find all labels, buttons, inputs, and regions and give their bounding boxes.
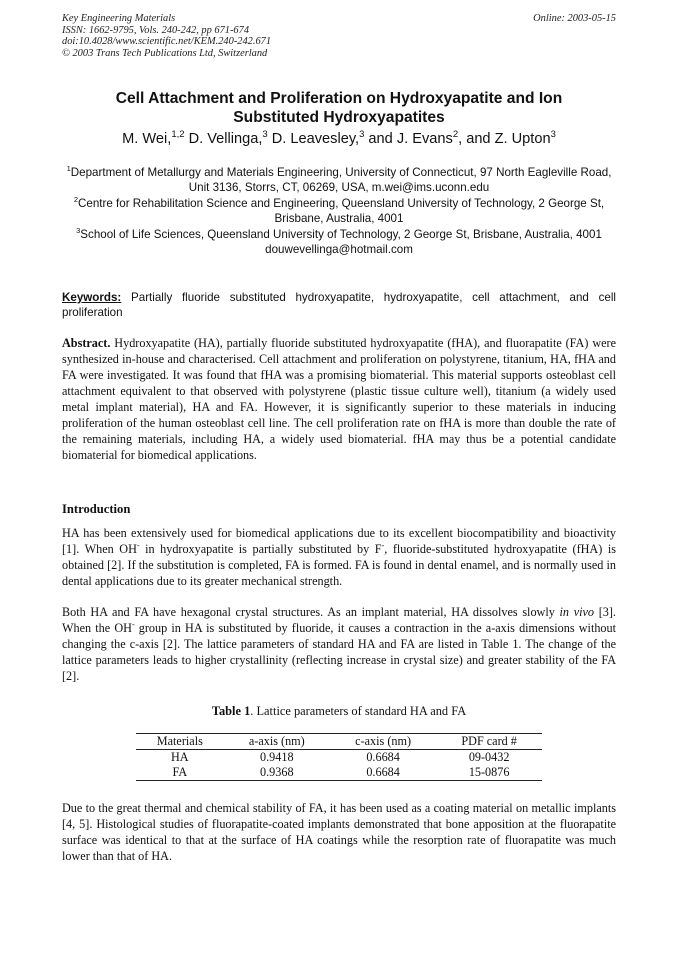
- table-cell: HA: [171, 750, 189, 764]
- journal-name: Key Engineering Materials: [62, 13, 176, 24]
- online-date: Online: 2003-05-15: [533, 13, 616, 24]
- author-name: D. Leavesley,: [267, 131, 360, 147]
- title-line-2: Substituted Hydroxyapatites: [233, 109, 445, 126]
- affiliation-2: [62, 196, 616, 227]
- charge-superscript: -: [136, 540, 140, 550]
- author-list: [62, 130, 616, 148]
- affiliation-text: Centre for Rehabilitation Science and Engineering, Queensland University of Technology, 2 George St, Brisbane, Australia, 4001: [78, 196, 605, 226]
- column-header: c-axis (nm): [355, 734, 412, 748]
- column-header: PDF card #: [461, 734, 517, 748]
- paragraph-text: group in HA is substituted by fluoride, it causes a contraction in the a-axis dimensions without changing the c-axis [2]. The lattice parameters of standard HA and FA are listed in Table 1. The change of the lattice parameters leads to higher crystallinity (reflecting increase in crystal size) and greater stability of the FA [2].: [62, 621, 616, 683]
- table-cell: 0.9368: [260, 765, 294, 779]
- author-name: D. Vellinga,: [184, 131, 263, 147]
- author-affil-mark: 3: [359, 129, 365, 141]
- author-name: M. Wei,: [122, 131, 172, 147]
- affiliation-1: [62, 165, 616, 196]
- copyright-line: © 2003 Trans Tech Publications Ltd, Switzerland: [62, 47, 268, 59]
- doi-line: doi:10.4028/www.scientific.net/KEM.240-242.671: [62, 36, 272, 47]
- author-name: , and Z. Upton: [458, 131, 551, 147]
- charge-superscript: -: [131, 619, 135, 629]
- charge-superscript: -: [381, 540, 385, 550]
- table-caption-text: . Lattice parameters of standard HA and FA: [250, 704, 467, 718]
- table-cell: 0.6684: [366, 750, 400, 764]
- table-cell: FA: [172, 765, 188, 779]
- affiliation-text: School of Life Sciences, Queensland University of Technology, 2 George St, Brisbane, Australia, 4001: [80, 227, 602, 241]
- abstract-section: [62, 335, 616, 463]
- abstract-label: Abstract.: [62, 336, 111, 350]
- title-line-1: Cell Attachment and Proliferation on Hydroxyapatite and Ion: [115, 90, 563, 107]
- table-row: [136, 750, 542, 766]
- intro-paragraph-2: [62, 604, 616, 684]
- column-header: a-axis (nm): [248, 734, 305, 748]
- table-row: [136, 765, 542, 781]
- affiliation-text: Department of Metallurgy and Materials Engineering, University of Connecticut, 97 North Eagleville Road, Unit 3136, Storrs, CT, 06269, USA, m.wei@ims.uconn.edu: [70, 166, 612, 195]
- affiliation-number: 2: [73, 194, 79, 204]
- table-caption-label: Table 1: [211, 704, 251, 718]
- lattice-parameters-table: [136, 733, 542, 781]
- affiliations: [62, 165, 616, 257]
- issn-line: ISSN: 1662-9795, Vols. 240-242, pp 671-674: [62, 24, 250, 36]
- author-affil-mark: 2: [452, 129, 459, 141]
- table-cell: 09-0432: [468, 750, 510, 764]
- paragraph-text: Both HA and FA have hexagonal crystal structures. As an implant material, HA dissolves slowly: [62, 605, 560, 619]
- table-cell: 0.9418: [260, 750, 294, 764]
- italic-term: in vivo: [559, 605, 595, 619]
- keywords-colon: :: [117, 291, 122, 304]
- affiliation-number: 3: [76, 225, 81, 235]
- intro-paragraph-3: Due to the great thermal and chemical stability of FA, it has been used as a coating material on metallic implants [4, 5]. Histological studies of fluorapatite-coated implants demonstrated that bone apposition at the fluorapatite surface was identical to that at the surface of HA coatings while the resorption rate of fluorapatite was much lower than that of HA.: [62, 801, 616, 863]
- paragraph-text: [3]. When the OH: [62, 605, 616, 635]
- contact-email: douwevellinga@hotmail.com: [265, 243, 413, 257]
- paragraph-text: , fluoride-substituted hydroxyapatite (fHA) is obtained [2]. If the substitution is completed, FA is formed. FA is found in dental enamel, and is normally used in dental applications due to its greater mechanical strength.: [62, 542, 616, 588]
- publication-metadata: [62, 13, 616, 59]
- keywords-text: Partially fluoride substituted hydroxyapatite, hydroxyapatite, cell attachment, and cell proliferation: [62, 291, 616, 319]
- keywords-section: [62, 290, 616, 320]
- introduction-heading: Introduction: [62, 502, 131, 516]
- paragraph-text: in hydroxyapatite is partially substituted by F: [139, 542, 382, 556]
- paper-title: [62, 89, 616, 127]
- affiliation-number: 1: [66, 164, 71, 174]
- abstract-text: Hydroxyapatite (HA), partially fluoride substituted hydroxyapatite (fHA), and fluorapatite (FA) were synthesized in-house and characterised. Cell attachment and proliferation on polystyrene, titanium, HA, fHA and FA were investigated. It was found that fHA was a promising biomaterial. This material supports osteoblast cell attachment equivalent to that observed with polystyrene (plastic tissue culture well), titanium (a widely used metal implant material), HA and FA. However, it is significantly superior to these materials in inducing proliferation of the human osteoblast cell line. The cell proliferation rate on fHA is more than double the rate of the remaining materials, including HA, a widely used biomaterial. fHA may thus be a potential candidate biomaterial for biomedical applications.: [62, 336, 616, 462]
- author-affil-mark: 3: [550, 129, 556, 141]
- table-cell: 15-0876: [468, 765, 510, 779]
- keywords-label: Keywords: [62, 291, 118, 304]
- table-caption: [62, 704, 616, 719]
- table-header-row: [136, 734, 542, 750]
- column-header: Materials: [156, 734, 203, 748]
- author-affil-mark: 1,2: [171, 129, 185, 141]
- affiliation-3: [62, 227, 616, 242]
- paragraph-text: HA has been extensively used for biomedical applications due to its excellent biocompatibility and bioactivity [1]. When OH: [62, 526, 616, 556]
- intro-paragraph-1: [62, 525, 616, 589]
- table-cell: 0.6684: [366, 765, 400, 779]
- author-name: and J. Evans: [364, 131, 453, 147]
- author-affil-mark: 3: [262, 129, 268, 141]
